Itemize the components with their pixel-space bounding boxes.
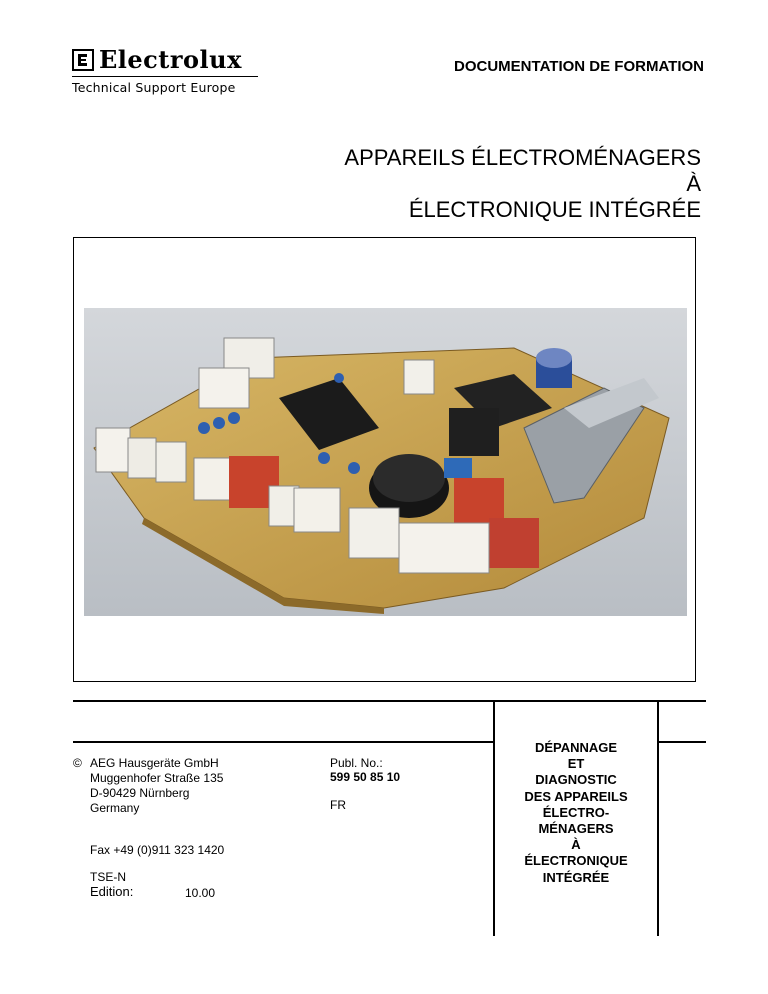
divider-right <box>658 741 706 743</box>
divider-top <box>73 700 706 702</box>
brand-name: Electrolux <box>99 45 242 74</box>
title-line: ÉLECTRONIQUE INTÉGRÉE <box>408 197 701 222</box>
publication-number: 599 50 85 10 <box>330 770 401 784</box>
side-title-line: ET <box>567 756 585 772</box>
side-title <box>494 740 658 886</box>
side-title-line: DES APPAREILS <box>524 788 628 804</box>
address-line: D-90429 Nürnberg <box>90 786 190 800</box>
electrolux-mark-icon <box>72 49 94 71</box>
logo-divider <box>72 76 258 77</box>
side-title-line: MÉNAGERS <box>538 821 614 837</box>
edition-label: Edition: <box>90 884 134 899</box>
divider-middle <box>73 741 494 743</box>
document-type: DOCUMENTATION DE FORMATION <box>454 58 704 75</box>
photo-frame <box>73 237 696 682</box>
address-line: Muggenhofer Straße 135 <box>90 771 224 785</box>
side-title-line: DIAGNOSTIC <box>535 772 617 788</box>
publication-label: Publ. No.: <box>330 756 383 770</box>
side-title-line: INTÉGRÉE <box>542 869 610 885</box>
address-line: AEG Hausgeräte GmbH <box>90 756 219 770</box>
address-line: Germany <box>90 801 140 815</box>
main-title <box>344 145 701 223</box>
title-line: APPAREILS ÉLECTROMÉNAGERS <box>344 145 701 170</box>
title-line: À <box>686 171 701 196</box>
edition-value: 10.00 <box>185 886 216 900</box>
copyright-symbol: © <box>73 756 82 770</box>
department: TSE-N <box>90 870 126 884</box>
language-code: FR <box>330 798 346 812</box>
fax-number: Fax +49 (0)911 323 1420 <box>90 843 225 857</box>
side-title-line: ÉLECTRO- <box>542 804 610 820</box>
side-title-line: ÉLECTRONIQUE <box>524 853 628 869</box>
electrolux-logo <box>72 45 258 95</box>
control-board-photo <box>84 308 687 616</box>
side-title-line: À <box>571 837 581 853</box>
side-title-line: DÉPANNAGE <box>534 740 618 755</box>
brand-subtitle: Technical Support Europe <box>72 80 236 95</box>
